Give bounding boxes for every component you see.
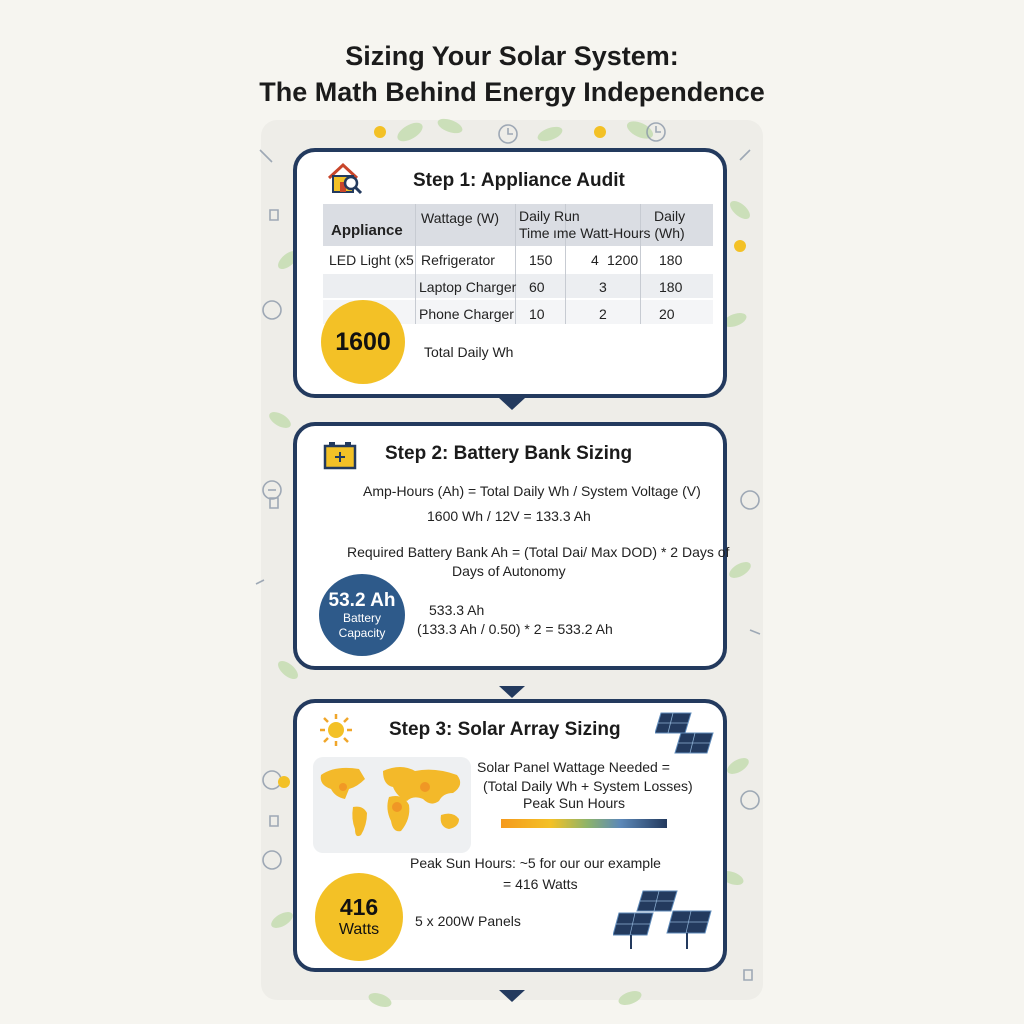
step-3-title: Step 3: Solar Array Sizing <box>389 719 621 740</box>
table-cell: 180 <box>659 252 683 268</box>
step-1-title: Step 1: Appliance Audit <box>413 170 625 191</box>
battery-capacity-label: Battery <box>342 610 381 625</box>
table-cell: Refrigerator <box>421 252 495 268</box>
table-cell: Laptop Charger <box>419 279 517 295</box>
page-title-line-2: The Math Behind Energy Independence <box>259 77 765 107</box>
column-header-run-time: Daily Run <box>519 208 580 224</box>
solar-panel-icon <box>655 711 715 757</box>
table-cell: 150 <box>529 252 553 268</box>
step-2-title: Step 2: Battery Bank Sizing <box>385 443 633 464</box>
panel-count-label: 5 x 200W Panels <box>415 913 521 929</box>
peak-sun-hours-note: Peak Sun Hours: ~5 for our our example <box>410 855 661 871</box>
step-2-card <box>293 422 730 670</box>
flow-arrow-3 <box>499 990 525 1002</box>
solar-watts-label: Watts <box>338 921 380 938</box>
column-header-run-time-2: Time <box>519 225 550 241</box>
battery-bank-formula: Required Battery Bank Ah = (Total Dai/ Max DOD) * 2 Days of <box>347 544 730 560</box>
solar-wattage-formula: Solar Panel Wattage Needed = <box>477 759 670 775</box>
battery-bank-formula-line-2: Days of Autonomy <box>452 563 566 579</box>
total-daily-wh-value: 1600 <box>335 327 391 356</box>
amp-hours-calculation: 1600 Wh / 12V = 133.3 Ah <box>427 508 591 524</box>
table-cell: 180 <box>659 279 683 295</box>
amp-hours-formula: Amp-Hours (Ah) = Total Daily Wh / System Voltage (V) <box>363 483 701 499</box>
table-cell: 3 <box>599 279 607 295</box>
table-cell: 2 <box>599 306 607 322</box>
flow-arrow-1 <box>499 398 525 410</box>
total-daily-wh-badge <box>321 300 405 384</box>
solar-wattage-denominator: Peak Sun Hours <box>523 795 625 811</box>
column-header-wattage: Wattage (W) <box>421 210 500 226</box>
solar-watts-result: = 416 Watts <box>503 876 578 892</box>
table-cell: LED Light (x5 <box>329 252 414 268</box>
table-row <box>323 274 713 298</box>
battery-capacity-badge <box>319 574 405 656</box>
table-cell: 1200 <box>607 252 639 268</box>
column-header-daily: Daily <box>654 208 686 224</box>
table-cell: 4 <box>591 252 599 268</box>
battery-bank-calculation: (133.3 Ah / 0.50) * 2 = 533.2 Ah <box>417 621 613 637</box>
column-header-watt-hours: ıme Watt-Hours (Wh) <box>553 225 685 241</box>
solar-watts-value: 416 <box>339 894 379 920</box>
table-cell: 20 <box>659 306 675 322</box>
solar-panel-array-icon <box>613 889 717 951</box>
step-3-card <box>293 699 727 972</box>
flow-arrow-2 <box>499 686 525 698</box>
page-title-line-1: Sizing Your Solar System: <box>345 41 679 71</box>
sun-hours-gradient-bar <box>501 819 667 828</box>
battery-capacity-label-2: Capacity <box>338 625 386 640</box>
total-daily-wh-label: Total Daily Wh <box>424 344 514 360</box>
table-cell: Phone Charger <box>419 306 514 322</box>
table-cell: 60 <box>529 279 545 295</box>
solar-wattage-numerator: (Total Daily Wh + System Losses) <box>483 778 693 794</box>
house-magnifier-icon <box>325 158 365 198</box>
step-1-card <box>293 148 727 398</box>
battery-capacity-value: 53.2 Ah <box>328 589 396 611</box>
table-cell: 10 <box>529 306 545 322</box>
battery-bank-result: 533.3 Ah <box>429 602 485 618</box>
battery-icon <box>323 442 357 470</box>
column-header-appliance: Appliance <box>331 222 403 239</box>
world-map-icon <box>313 757 471 853</box>
sun-icon <box>319 713 353 747</box>
solar-watts-badge <box>315 873 403 961</box>
